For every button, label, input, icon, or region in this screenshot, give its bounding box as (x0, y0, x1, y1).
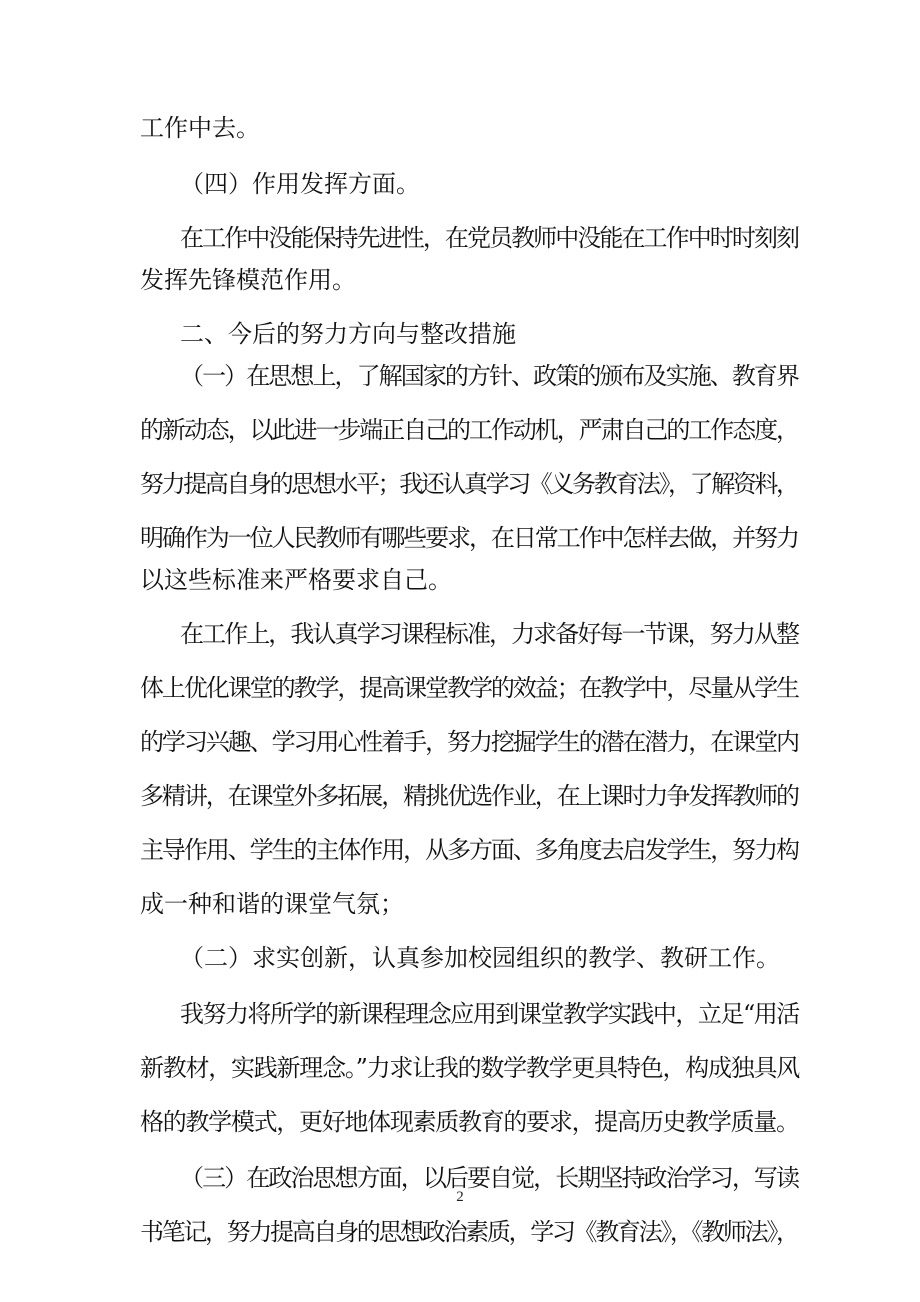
section-heading: （四）作用发挥方面。 (180, 170, 420, 198)
text-line: 主导作用、学生的主体作用，从多方面、多角度去启发学生，努力构 (140, 836, 798, 864)
text-line: 明确作为一位人民教师有哪些要求，在日常工作中怎样去做，并努力 (140, 524, 798, 552)
text-line: 发挥先锋模范作用。 (140, 266, 356, 294)
text-line: 工作中去。 (140, 114, 260, 142)
section-heading: （二）求实创新，认真参加校园组织的教学、教研工作。 (180, 944, 780, 972)
text-line: 体上优化课堂的教学，提高课堂教学的效益；在教学中，尽量从学生 (140, 674, 798, 702)
section-heading: 二、今后的努力方向与整改措施 (180, 320, 516, 348)
text-line: 新教材，实践新理念。”力求让我的数学教学更具特色，构成独具风 (140, 1054, 800, 1082)
page-number: 2 (456, 1189, 464, 1205)
text-line: 书笔记，努力提高自身的思想政治素质，学习《教育法》，《教师法》， (140, 1218, 798, 1246)
text-line: 的新动态，以此进一步端正自己的工作动机，严肃自己的工作态度， (140, 416, 798, 444)
text-line: 的学习兴趣、学习用心性着手，努力挖掘学生的潜在潜力，在课堂内 (140, 728, 798, 756)
text-line: （三）在政治思想方面，以后要自觉，长期坚持政治学习，写读 (180, 1164, 799, 1192)
text-line: 在工作中没能保持先进性，在党员教师中没能在工作中时时刻刻 (180, 224, 799, 252)
text-line: 格的教学模式，更好地体现素质教育的要求，提高历史教学质量。 (140, 1108, 799, 1136)
text-line: 成一种和谐的课堂气氛； (140, 890, 404, 918)
text-line: （一）在思想上，了解国家的方针、政策的颁布及实施、教育界 (180, 362, 799, 390)
text-line: 多精讲，在课堂外多拓展，精挑优选作业，在上课时力争发挥教师的 (140, 782, 798, 810)
text-line: 我努力将所学的新课程理念应用到课堂教学实践中，立足“用活 (180, 1000, 799, 1028)
text-line: 努力提高自身的思想水平；我还认真学习《义务教育法》，了解资料， (140, 470, 798, 498)
text-line: 在工作上，我认真学习课程标准，力求备好每一节课，努力从整 (180, 620, 799, 648)
text-line: 以这些标准来严格要求自己。 (140, 566, 452, 594)
